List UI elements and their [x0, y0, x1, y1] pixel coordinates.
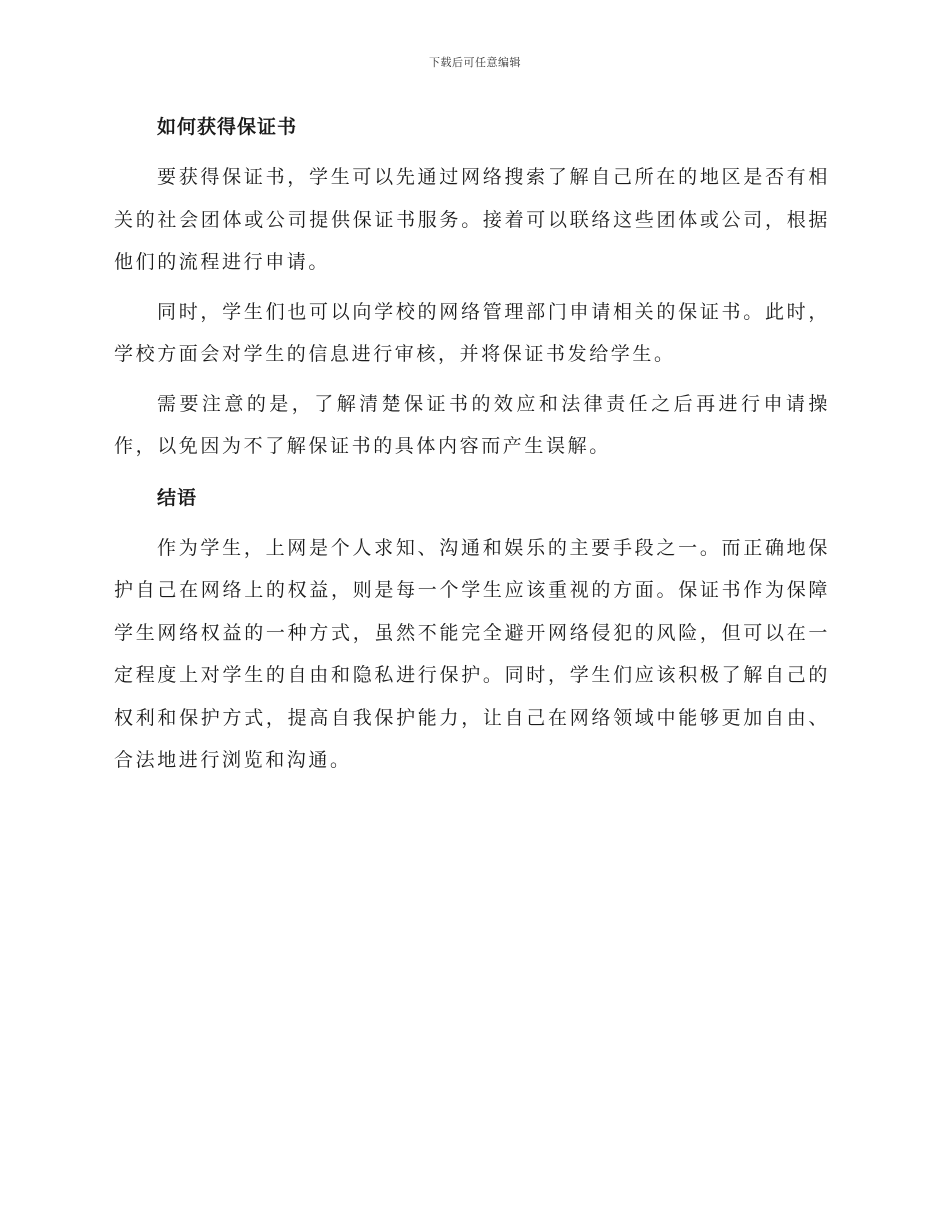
paragraph: 要获得保证书，学生可以先通过网络搜索了解自己所在的地区是否有相关的社会团体或公司提供保证书服务。接着可以联络这些团体或公司，根据他们的流程进行申请。 [114, 166, 830, 273]
paragraph: 同时，学生们也可以向学校的网络管理部门申请相关的保证书。此时，学校方面会对学生的信息进行审核，并将保证书发给学生。 [114, 300, 830, 365]
paragraph: 作为学生，上网是个人求知、沟通和娱乐的主要手段之一。而正确地保护自己在网络上的权益，则是每一个学生应该重视的方面。保证书作为保障学生网络权益的一种方式，虽然不能完全避开网络侵犯的风险，但可以在一定程度上对学生的自由和隐私进行保护。同时，学生们应该积极了解自己的权利和保护方式，提高自我保护能力，让自己在网络领域中能够更加自由、合法地进行浏览和沟通。 [114, 536, 830, 771]
section-heading-conclusion: 结语 [157, 486, 198, 509]
paragraph: 需要注意的是，了解清楚保证书的效应和法律责任之后再进行申请操作，以免因为不了解保证书的具体内容而产生误解。 [114, 392, 830, 457]
section-heading-how-to-obtain: 如何获得保证书 [157, 116, 298, 138]
page-header-note: 下载后可任意编辑 [429, 56, 521, 69]
document-body [114, 112, 830, 789]
